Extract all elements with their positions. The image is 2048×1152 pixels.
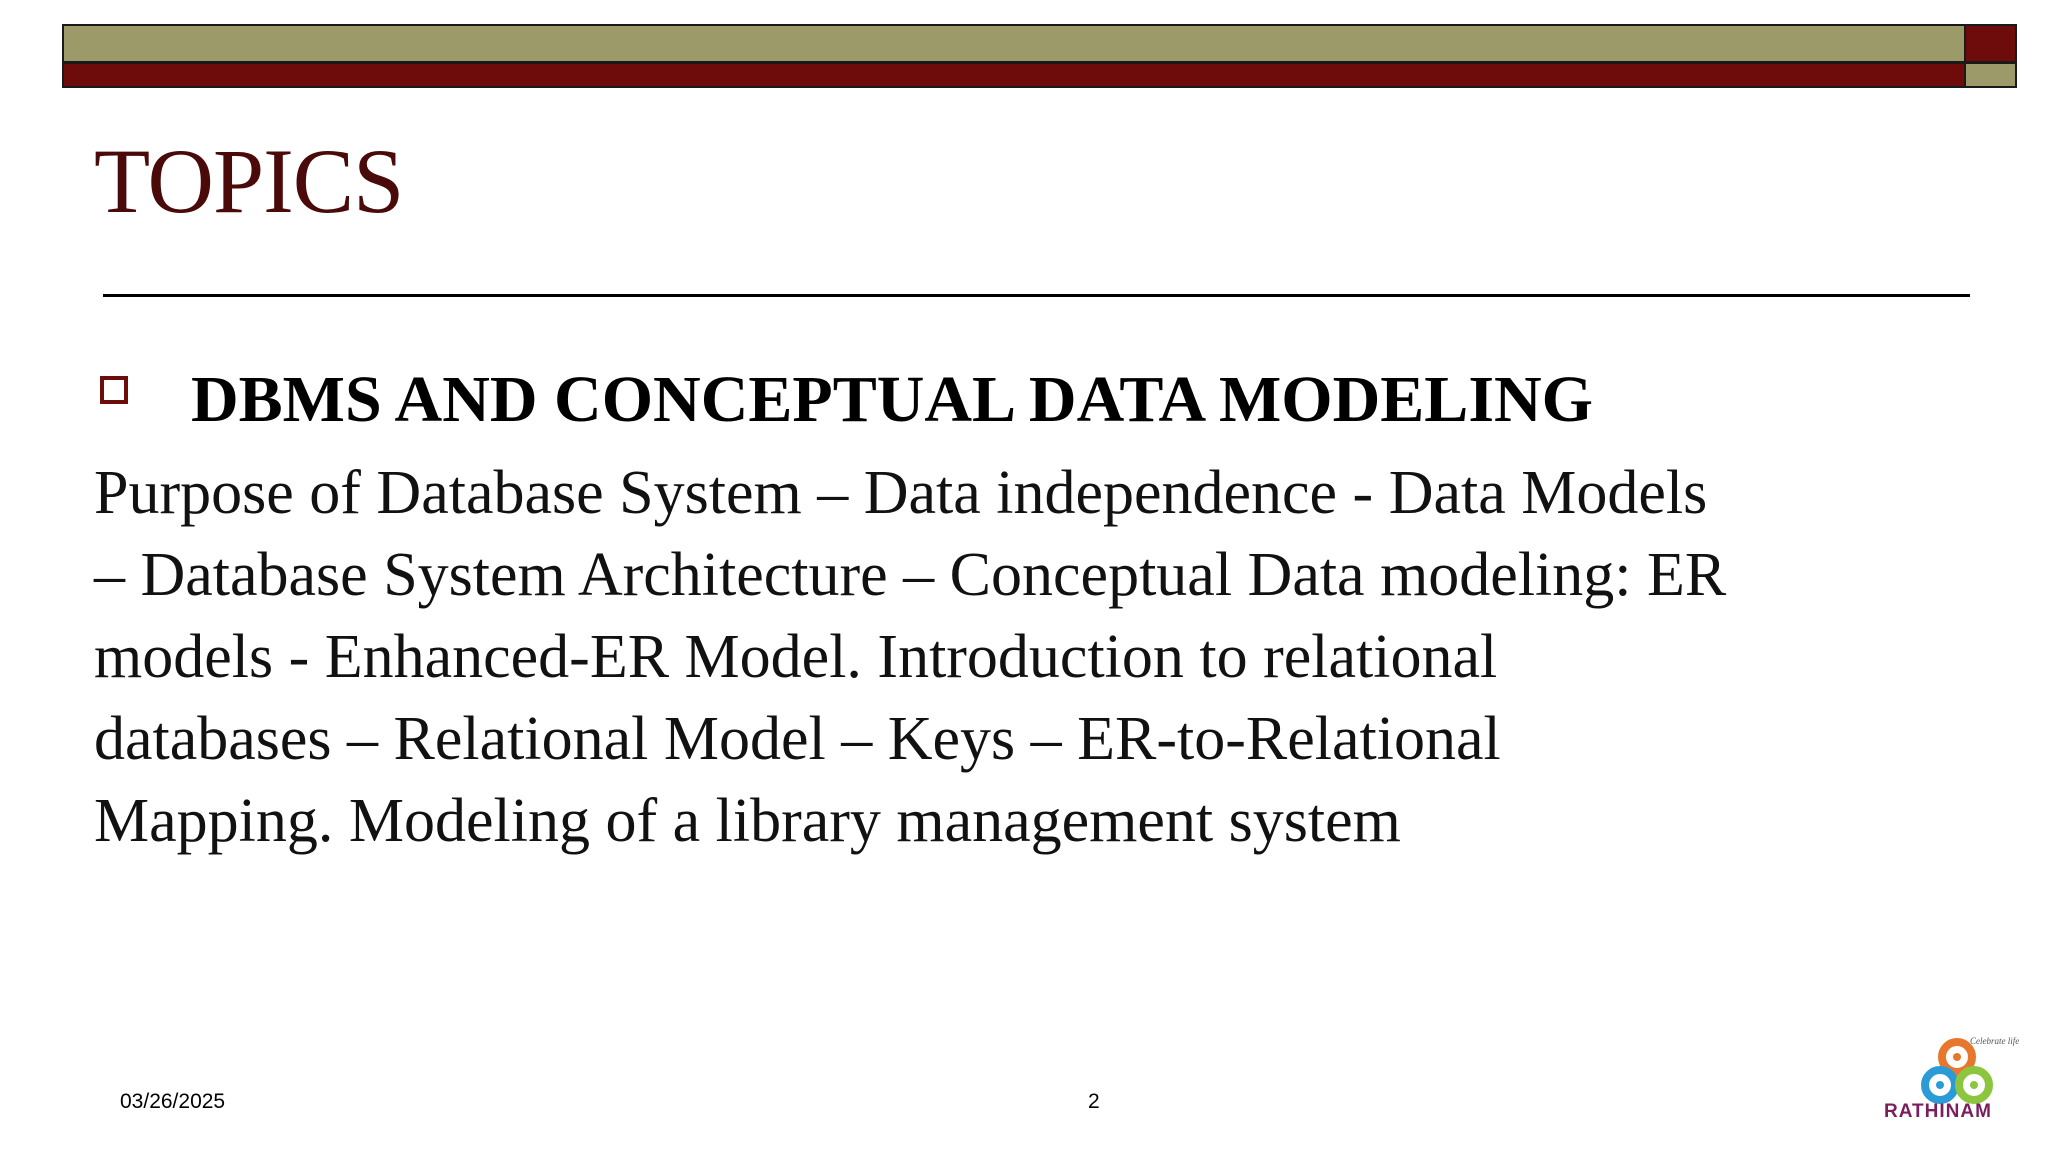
header-corner-olive-block: [1964, 62, 2017, 88]
topic-heading: DBMS AND CONCEPTUAL DATA MODELING: [191, 363, 1594, 436]
logo-blue-dot: [1936, 1081, 1944, 1089]
description-line: Mapping. Modeling of a library management system: [94, 787, 1401, 855]
footer-date: 03/26/2025: [120, 1090, 226, 1113]
logo-tagline: Celebrate life: [1970, 1036, 2020, 1046]
header-corner-maroon-block: [1964, 24, 2017, 63]
title-divider: [103, 294, 1970, 297]
header-maroon-bar: [62, 62, 1966, 88]
logo-green-dot: [1970, 1081, 1978, 1089]
logo-orange-dot: [1953, 1053, 1961, 1061]
square-bullet-icon: [100, 376, 128, 404]
description-line: – Database System Architecture – Conceptual Data modeling: ER: [94, 541, 1727, 609]
slide-title: TOPICS: [94, 130, 404, 232]
header-olive-bar: [62, 24, 1966, 63]
description-line: Purpose of Database System – Data independence - Data Models: [94, 459, 1708, 527]
topic-description: [94, 452, 1974, 862]
description-line: databases – Relational Model – Keys – ER-to-Relational: [94, 705, 1501, 773]
logo-wordmark: RATHINAM: [1884, 1101, 1992, 1122]
footer-page-number: 2: [1088, 1090, 1100, 1113]
description-line: models - Enhanced-ER Model. Introduction to relational: [94, 623, 1498, 691]
